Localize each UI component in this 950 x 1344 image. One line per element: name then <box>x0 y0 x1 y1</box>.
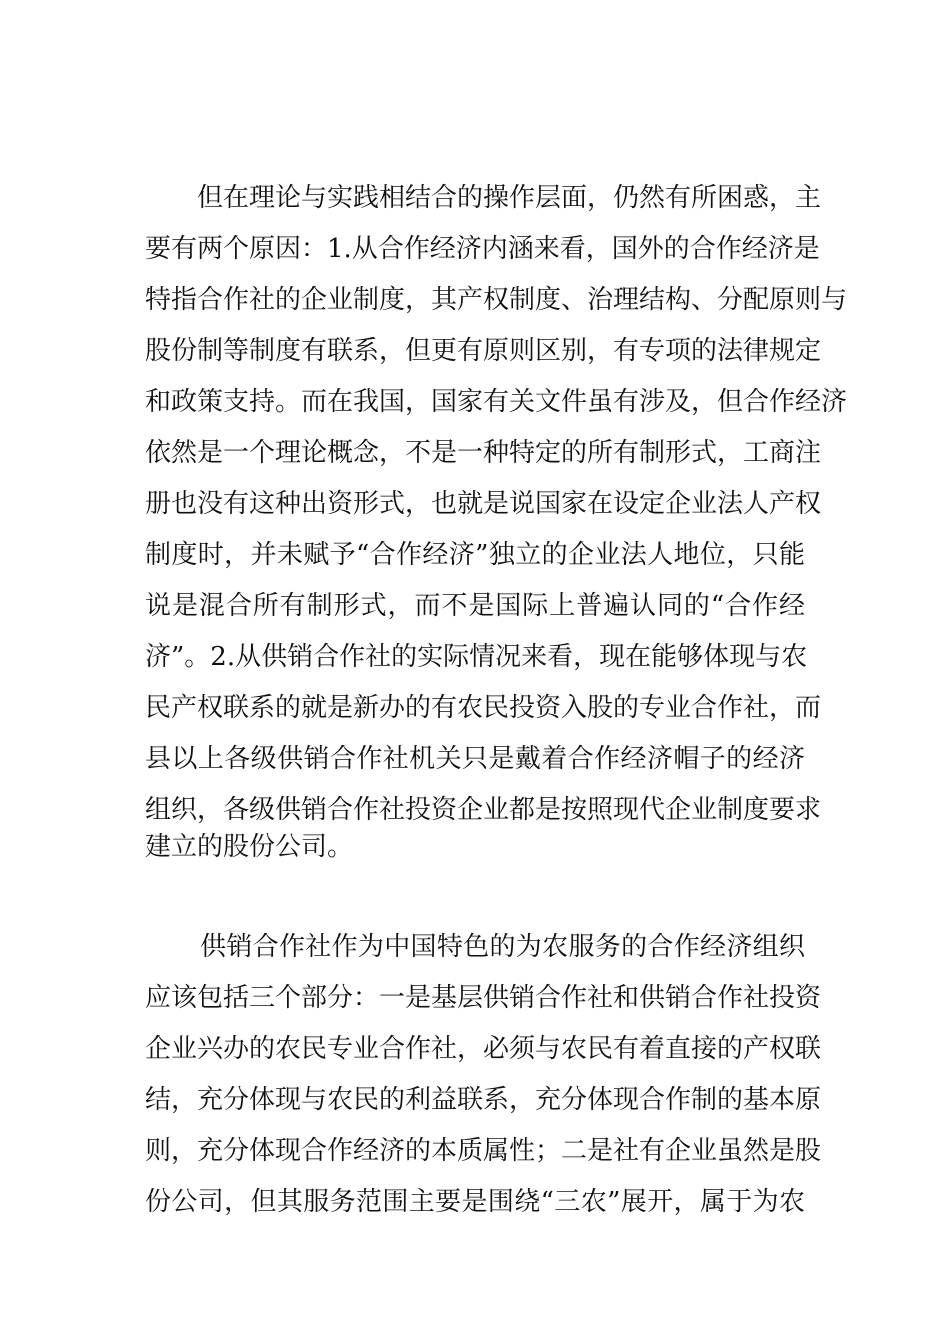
paragraph-line: 份公司，但其服务范围主要是围绕“三农”展开，属于为农 <box>145 1187 805 1217</box>
paragraph-line: 民产权联系的就是新办的有农民投资入股的专业合作社，而 <box>145 693 822 723</box>
paragraph-line: 特指合作社的企业制度，其产权制度、治理结构、分配原则与 <box>145 285 848 315</box>
paragraph-line: 依然是一个理论概念，不是一种特定的所有制形式，工商注 <box>145 438 822 468</box>
paragraph-line: 则，充分体现合作经济的本质属性；二是社有企业虽然是股 <box>145 1136 822 1166</box>
paragraph-line: 册也没有这种出资形式，也就是说国家在设定企业法人产权 <box>145 489 822 519</box>
paragraph-line: 制度时，并未赋予“合作经济”独立的企业法人地位，只能 <box>145 540 805 570</box>
paragraph-line: 济”。2.从供销合作社的实际情况来看，现在能够体现与农 <box>145 642 808 672</box>
paragraph-line: 企业兴办的农民专业合作社，必须与农民有着直接的产权联 <box>145 1034 822 1064</box>
paragraph-line: 但在理论与实践相结合的操作层面，仍然有所困惑，主 <box>197 183 822 213</box>
paragraph-line: 和政策支持。而在我国，国家有关文件虽有涉及，但合作经济 <box>145 387 848 417</box>
paragraph-line: 组织，各级供销合作社投资企业都是按照现代企业制度要求 <box>145 795 822 825</box>
paragraph-line: 应该包括三个部分：一是基层供销合作社和供销合作社投资 <box>145 983 822 1013</box>
paragraph-line: 建立的股份公司。 <box>145 832 354 862</box>
paragraph-line: 县以上各级供销合作社机关只是戴着合作经济帽子的经济 <box>145 744 805 774</box>
paragraph-line: 供销合作社作为中国特色的为农服务的合作经济组织 <box>200 932 805 962</box>
paragraph-line: 股份制等制度有联系，但更有原则区别，有专项的法律规定 <box>145 336 822 366</box>
paragraph-line: 结，充分体现与农民的利益联系，充分体现合作制的基本原 <box>145 1085 822 1115</box>
paragraph-line: 要有两个原因：1.从合作经济内涵来看，国外的合作经济是 <box>145 234 820 264</box>
paragraph-line: 说是混合所有制形式，而不是国际上普遍认同的“合作经 <box>145 591 805 621</box>
